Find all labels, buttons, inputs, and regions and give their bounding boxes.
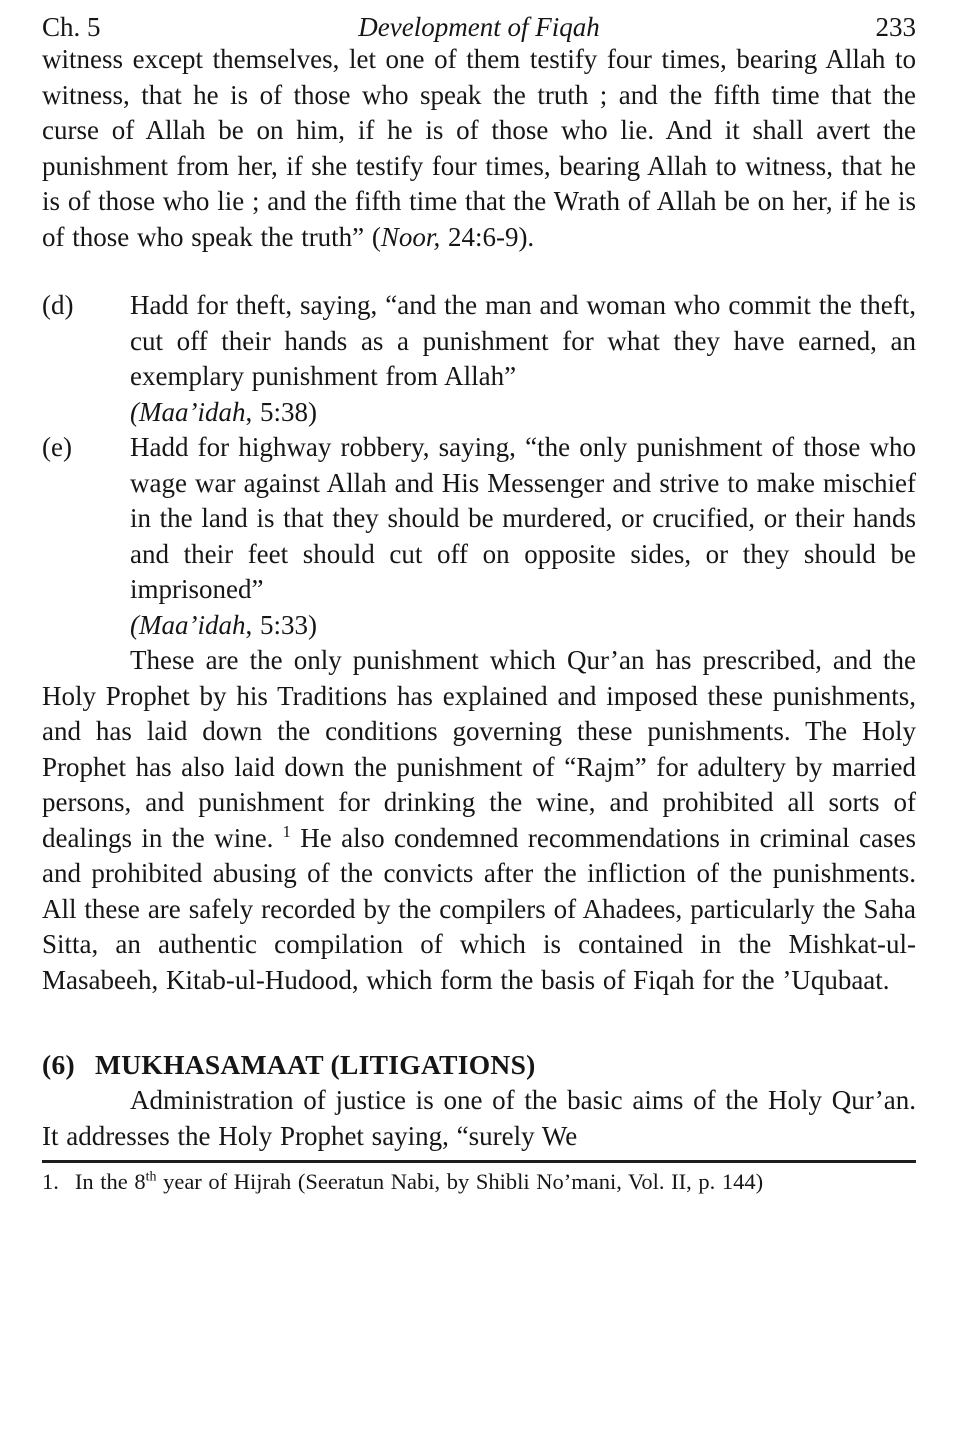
paragraph-quran-quote: [42, 42, 916, 255]
citation-verse: , 5:38): [245, 396, 317, 427]
citation-surah-name: Noor,: [380, 221, 441, 252]
running-title: Development of Fiqah: [358, 12, 600, 42]
list-item-text: Hadd for theft, saying, “and the man and woman who commit the theft, cut off their hands as a punishment for what they have earned, an exemplary punishment from Allah”: [130, 290, 916, 391]
footnote-ordinal: th: [145, 1169, 157, 1185]
page-header: [42, 12, 916, 42]
footnote-text: In the 8: [74, 1169, 146, 1194]
paragraph-punishments: [42, 643, 916, 998]
footnote-block: [42, 1160, 916, 1197]
paragraph-text: witness except themselves, let one of them testify four times, bearing Allah to witness, that he is of those who speak the truth ; and the fifth time that the curse of Allah be on him, if he is of those who lie. And it shall avert the punishment from her, if she testify four times, bearing Allah to witness, that he is of those who lie ; and the fifth time that the Wrath of Allah be on her, if he is of those who speak the truth” (: [42, 44, 916, 252]
footnote-number: 1.: [42, 1169, 59, 1194]
citation-line: [130, 395, 916, 431]
citation-line: [130, 608, 916, 644]
citation-surah-name: (Maa’idah: [130, 609, 246, 640]
citation-verse: , 5:33): [245, 609, 317, 640]
section-number: (6): [42, 1049, 75, 1080]
section-heading: [42, 1047, 916, 1083]
footnote-text: year of Hijrah (Seeratun Nabi, by Shibli No’mani, Vol. II, p. 144): [156, 1169, 764, 1194]
list-item: [42, 430, 916, 643]
list-item: [42, 288, 916, 430]
list-item-body: [130, 430, 916, 643]
section-title: MUKHASAMAAT (LITIGATIONS): [94, 1049, 536, 1080]
list-item-text: Hadd for highway robbery, saying, “the only punishment of those who wage war against Allah and His Messenger and strive to make mischief in the land is that they should be murdered, or crucified, or their hands and their feet should cut off on opposite sides, or they should be imprisoned”: [130, 432, 916, 604]
citation-verse: 24:6-9).: [440, 221, 535, 252]
footnote: [42, 1167, 916, 1197]
page-number: 233: [875, 12, 916, 42]
list-item-body: [130, 288, 916, 430]
footnote-reference-marker: 1: [282, 821, 291, 841]
hadd-list: [42, 288, 916, 643]
list-item-label: (d): [42, 290, 74, 320]
citation-surah-name: (Maa’idah: [130, 396, 246, 427]
list-item-label: (e): [42, 432, 72, 462]
paragraph-litigations: Administration of justice is one of the basic aims of the Holy Qur’an. It addresses the Holy Prophet saying, “surely We: [42, 1085, 916, 1151]
paragraph-text: These are the only punishment which Qur’an has prescribed, and the Holy Prophet by his Traditions has explained and imposed these punishments, and has laid down the conditions governing these punishments. The Holy Prophet has also laid down the punishment of “Rajm” for adultery by married persons, and punishment for drinking the wine, and prohibited all sorts of dealings in the wine.: [42, 645, 916, 853]
footnote-divider: [42, 1160, 916, 1163]
paragraph-text: He also condemned recommendations in criminal cases and prohibited abusing of the convicts after the infliction of the punishments. All these are safely recorded by the compilers of Ahadees, particularly the Saha Sitta, an authentic compilation of which is contained in the Mishkat-ul-Masabeeh, Kitab-ul-Hudood, which form the basis of Fiqah for the ’Uqubaat.: [42, 822, 916, 995]
chapter-label: Ch. 5: [42, 12, 101, 42]
